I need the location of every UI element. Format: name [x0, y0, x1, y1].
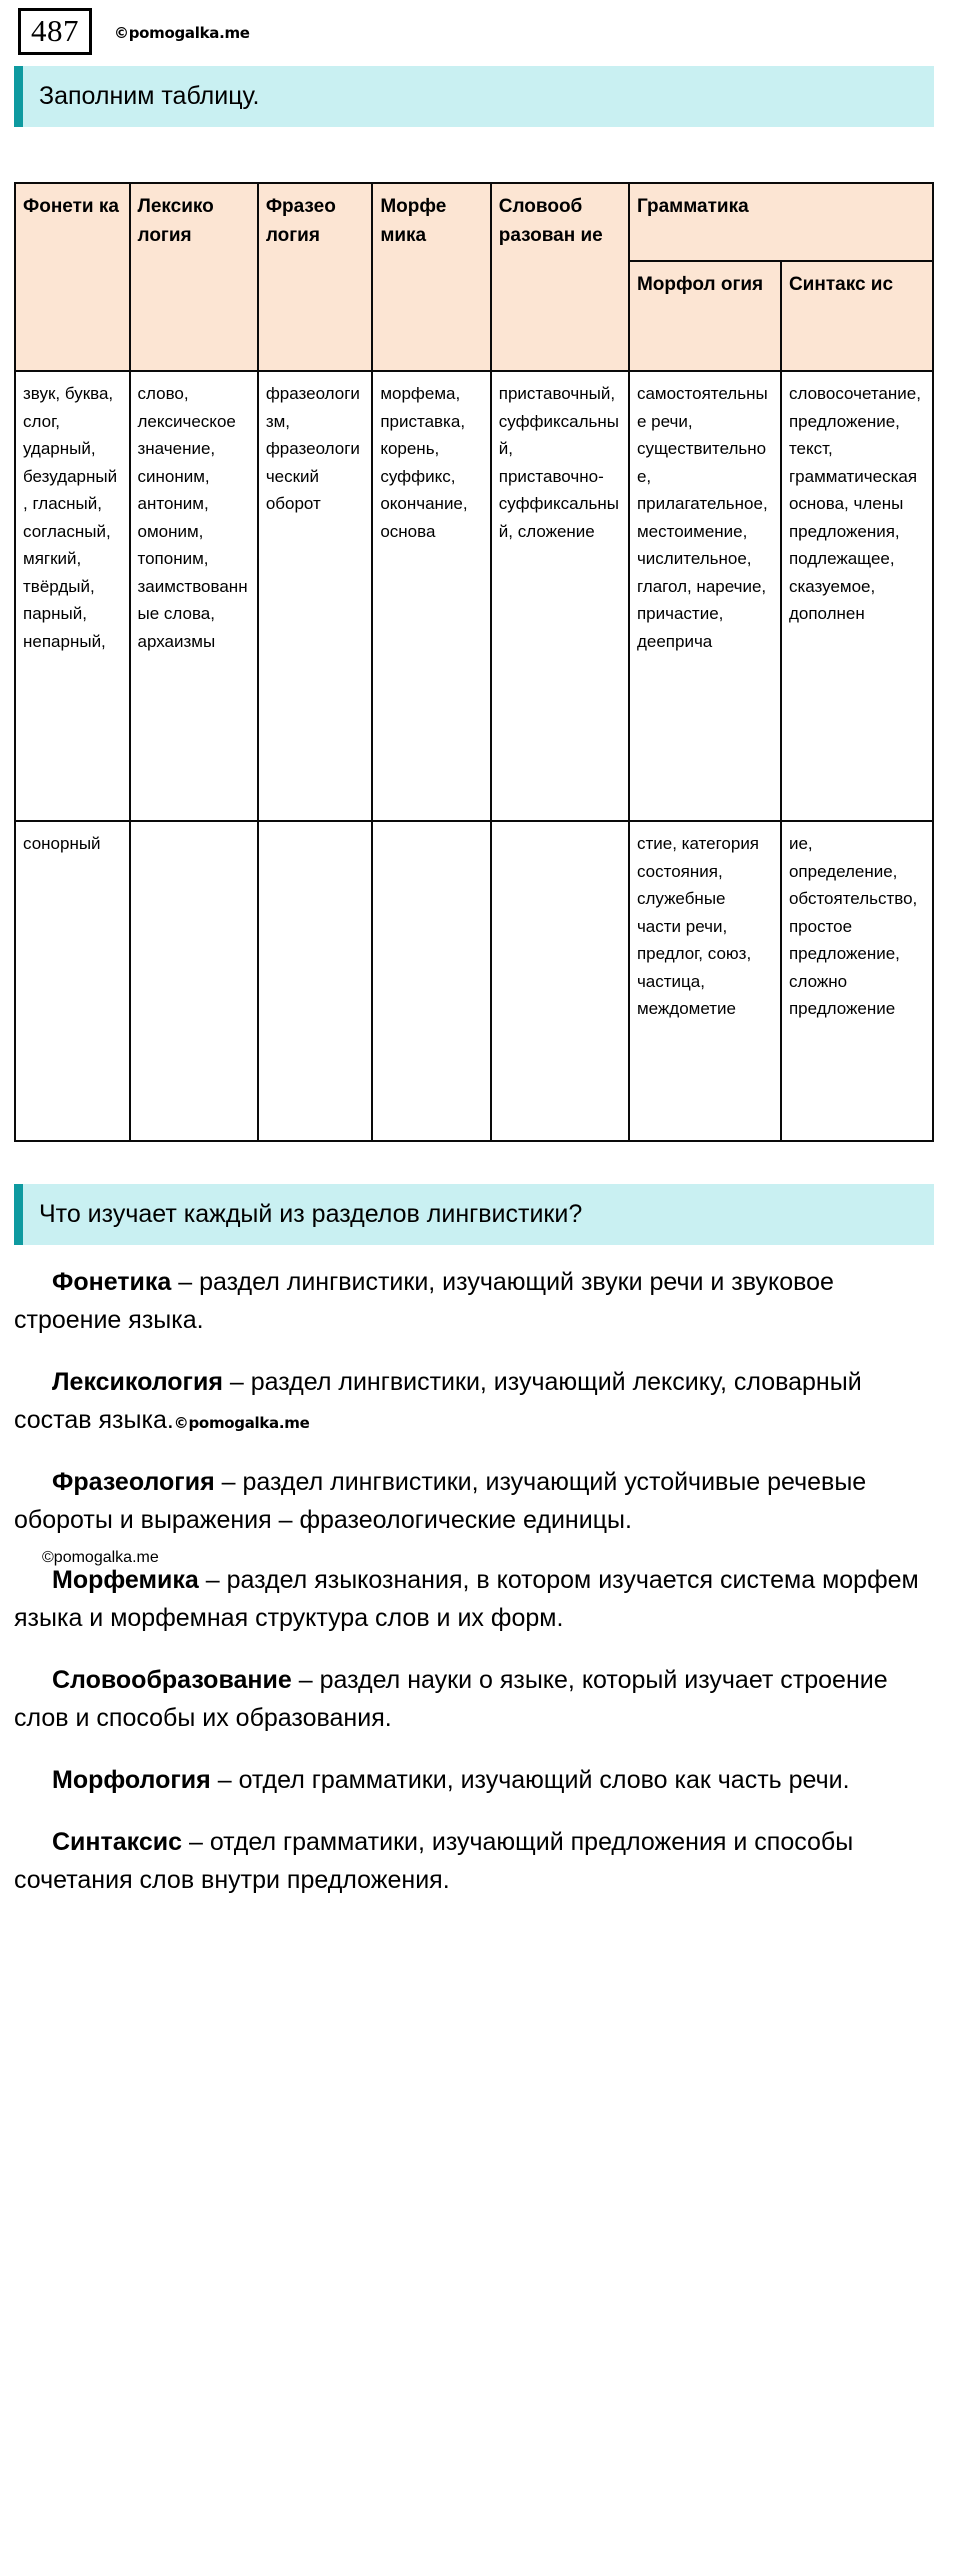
definition-morfemika	[14, 1561, 930, 1637]
cell-frazeologiya-1: фразеологизм, фразеологический оборот	[258, 371, 373, 821]
definition-leksikologiya	[14, 1363, 930, 1439]
table-row	[15, 821, 933, 1141]
cell-morfemika-2	[372, 821, 490, 1141]
definition-frazeologiya	[14, 1463, 930, 1539]
definition-text-morfologiya: отдел грамматики, изучающий слово как часть речи.	[238, 1766, 850, 1794]
header-morfemika: Морфе мика	[372, 183, 490, 371]
cell-fonetika-2: сонорный	[15, 821, 130, 1141]
definition-text-morfemika: раздел языкознания, в котором изучается система морфем языка и морфемная структура слов и их форм.	[14, 1566, 919, 1632]
definition-term-slovoobrazovanie: Словообразование	[52, 1666, 292, 1694]
definition-dash-morfologiya: –	[210, 1766, 239, 1794]
definition-slovoobrazovanie	[14, 1661, 930, 1737]
header-fonetika: Фонети ка	[15, 183, 130, 371]
header-leksikologiya: Лексико логия	[130, 183, 258, 371]
definition-dash-fonetika: –	[171, 1268, 200, 1296]
definition-sintaksis	[14, 1823, 930, 1899]
cell-fonetika-1: звук, буква, слог, ударный, безударный, гласный, согласный, мягкий, твёрдый, парный, непарный,	[15, 371, 130, 821]
table-header-row-1	[15, 183, 933, 261]
spacer	[0, 1142, 960, 1184]
definition-term-frazeologiya: Фразеология	[52, 1468, 215, 1496]
definition-term-leksikologiya: Лексикология	[52, 1368, 223, 1396]
definition-dash-morfemika: –	[198, 1566, 227, 1594]
definitions-list	[0, 1263, 960, 1899]
question-callout-text: Что изучает каждый из разделов лингвистики?	[39, 1200, 583, 1228]
cell-leksikologiya-2	[130, 821, 258, 1141]
header-slovoobrazovanie: Словооб разован ие	[491, 183, 629, 371]
table-row	[15, 371, 933, 821]
definition-term-fonetika: Фонетика	[52, 1268, 172, 1296]
definition-dash-frazeologiya: –	[214, 1468, 243, 1496]
cell-slovoobrazovanie-1: приставочный, суффиксальный, приставочно-суффиксальный, сложение	[491, 371, 629, 821]
definition-fonetika	[14, 1263, 930, 1339]
definition-dash-leksikologiya: –	[222, 1368, 251, 1396]
table-head	[15, 183, 933, 371]
cell-morfemika-1: морфема, приставка, корень, суффикс, окончание, основа	[372, 371, 490, 821]
header-grammatika: Грамматика	[629, 183, 933, 261]
definition-term-sintaksis: Синтаксис	[52, 1828, 183, 1856]
watermark-top: ©pomogalka.me	[114, 24, 250, 42]
definition-text-leksikologiya: раздел лингвистики, изучающий лексику, словарный состав языка.	[14, 1368, 862, 1434]
cell-leksikologiya-1: слово, лексическое значение, синоним, антоним, омоним, топоним, заимствованные слова, архаизмы	[130, 371, 258, 821]
definition-text-frazeologiya: раздел лингвистики, изучающий устойчивые речевые обороты и выражения – фразеологические единицы.	[14, 1468, 867, 1534]
definition-term-morfemika: Морфемика	[52, 1566, 199, 1594]
header-frazeologiya: Фразео логия	[258, 183, 373, 371]
definition-dash-sintaksis: –	[182, 1828, 210, 1856]
question-callout	[14, 1184, 934, 1245]
definition-text-fonetika: раздел лингвистики, изучающий звуки речи и звуковое строение языка.	[14, 1268, 834, 1334]
definition-morfologiya	[14, 1761, 930, 1799]
watermark-inline-2: ©pomogalka.me	[42, 1549, 159, 1566]
header-sintaksis: Синтакс ис	[781, 261, 933, 371]
table-body	[15, 371, 933, 1141]
cell-sintaksis-2: ие, определение, обстоятельство, простое предложение, сложно предложение	[781, 821, 933, 1141]
definition-text-sintaksis: отдел грамматики, изучающий предложения и способы сочетания слов внутри предложения.	[14, 1828, 854, 1894]
task-callout	[14, 66, 934, 127]
cell-morfologiya-1: самостоятельные речи, существительное, прилагательное, местоимение, числительное, глагол, наречие, причастие, дееприча	[629, 371, 781, 821]
linguistics-table-wrapper	[0, 127, 960, 1142]
linguistics-table	[14, 182, 934, 1142]
definition-text-slovoobrazovanie: раздел науки о языке, который изучает строение слов и способы их образования.	[14, 1666, 888, 1732]
definition-term-morfologiya: Морфология	[52, 1766, 211, 1794]
cell-morfologiya-2: стие, категория состояния, служебные части речи, предлог, союз, частица, междометие	[629, 821, 781, 1141]
cell-frazeologiya-2	[258, 821, 373, 1141]
cell-slovoobrazovanie-2	[491, 821, 629, 1141]
exercise-header	[0, 0, 960, 62]
cell-sintaksis-1: словосочетание, предложение, текст, грамматическая основа, члены предложения, подлежащее, сказуемое, дополнен	[781, 371, 933, 821]
definition-dash-slovoobrazovanie: –	[291, 1666, 320, 1694]
exercise-number-badge: 487	[18, 8, 92, 55]
header-morfologiya: Морфол огия	[629, 261, 781, 371]
watermark-inline-1: ©pomogalka.me	[173, 1414, 310, 1432]
task-callout-text: Заполним таблицу.	[39, 82, 260, 110]
